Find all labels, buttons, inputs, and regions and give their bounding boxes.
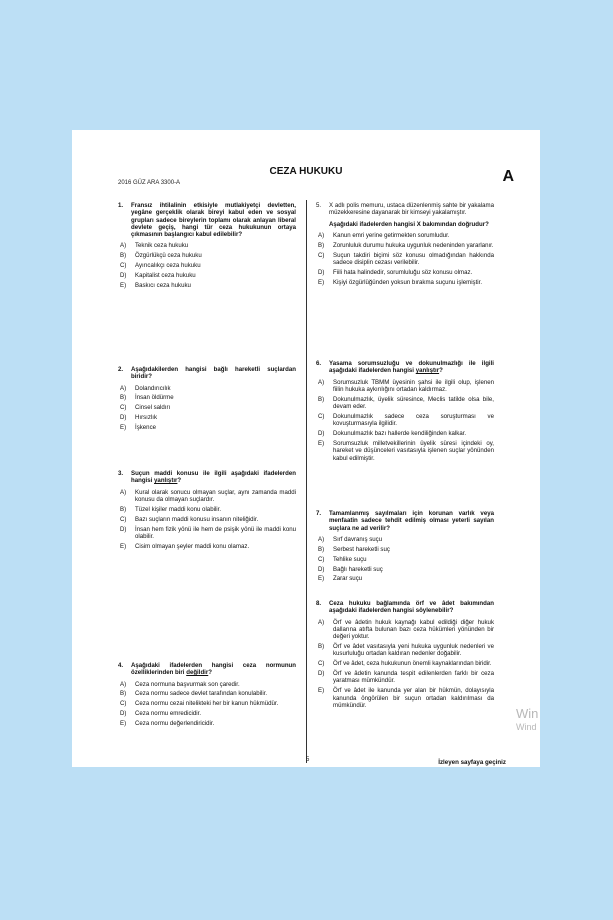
column-divider [306,200,310,763]
answer-option[interactable]: A) Dolandırıcılık [120,384,171,392]
continue-notice: İzleyen sayfaya geçiniz [438,759,506,766]
answer-option[interactable]: E) Ceza normu değerlendiricidir. [120,720,215,728]
answer-option[interactable]: E) Baskıcı ceza hukuku [120,282,191,290]
answer-option[interactable]: D) Hırsızlık [120,414,158,422]
question-number: 4. [118,662,124,669]
question-number: 2. [118,366,124,373]
answer-option[interactable]: E) Zarar suçu [318,575,363,583]
question-stem: Fransız ihtilalinin etkisiyle mutlakiyetçi devletten, yegâne gerçeklik olarak bireyi kabul eden ve sosyal grupları sadece bireylerin toplamı olarak anlayan liberal devlete geçiş, hangi tür ceza hukukunun ortaya çıkmasının başlangıcı kabul edilebilir? [131,202,296,239]
answer-option[interactable]: E) Sorumsuzluk milletvekillerinin üyelik süresi içindeki oy, hareket ve düşünceleri vasıtasıyla işlenen suçlar yönünden kabul edilmiştir. [318,440,494,462]
question-3 [118,470,296,553]
answer-option[interactable]: D) Fiili hata halindedir, sorumluluğu söz konusu olmaz. [318,268,473,276]
question-prompt: Aşağıdaki ifadelerden hangisi X bakımından doğrudur? [329,220,489,228]
stem-keyword: değildir [186,669,209,677]
stem-keyword: yanlıştır [154,477,178,485]
answer-option[interactable]: D) Örf ve âdetin kanunda tespit edilenlerden farklı bir ceza yaratması mümkündür. [318,670,494,685]
answer-option[interactable]: A) Sorumsuzluk TBMM üyesinin şahsi ile ilgili olup, işlenen fiilin hukuka aykırılığını ortadan kaldırmaz. [318,378,494,393]
answer-option[interactable]: B) Zorunluluk durumu hukuka uygunluk nedeninden yararlanır. [318,241,494,249]
answer-option[interactable]: A) Sırf davranış suçu [318,535,383,543]
answer-option[interactable]: A) Kural olarak sonucu olmayan suçlar, aynı zamanda maddi konusu da olmayan suçlardır. [120,488,296,503]
page-title: CEZA HUKUKU [269,166,343,177]
question-stem: Ceza hukuku bağlamında örf ve âdet bakımından aşağıdaki ifadelerden hangisi söylenebilir? [329,600,494,615]
question-4 [118,662,296,730]
question-stem: Tamamlanmış sayılmaları için korunan varlık veya menfaatin sadece tehdit edilmiş olması yeterli sayılan suçlara ne ad verilir? [329,510,494,532]
answer-option[interactable]: C) Tehlike suçu [318,555,367,563]
answer-option[interactable]: B) Tüzel kişiler maddi konu olabilir. [120,505,222,513]
answer-option[interactable]: B) İnsan öldürme [120,394,174,402]
answer-option[interactable]: A) Kanun emri yerine getirmekten sorumludur. [318,231,450,239]
answer-option[interactable]: E) Kişiyi özgürlüğünden yoksun bırakma suçunu işlemiştir. [318,278,483,286]
question-number: 6. [316,360,322,367]
question-7 [316,510,494,585]
activation-watermark: Win Wind [516,706,539,732]
answer-option[interactable]: C) Suçun takdiri biçimi söz konusu olmadığından hakkında sadece disiplin cezası verilebilir. [318,251,494,266]
answer-option[interactable]: A) Ceza normuna başvurmak son çaredir. [120,680,240,688]
question-stem: Aşağıdakilerden hangisi bağlı hareketli suçlardan biridir? [131,366,296,381]
question-stem: X adlı polis memuru, ustaca düzenlenmiş sahte bir yakalama müzekkeresine dayanarak bir kimseyi yakalamıştır. [329,202,494,217]
question-number: 5. [316,202,322,209]
question-number: 7. [316,510,322,517]
question-number: 3. [118,470,124,477]
answer-option[interactable]: C) Dokunulmazlık sadece ceza soruşturması ve kovuşturmasıyla ilgilidir. [318,412,494,428]
answer-option[interactable]: C) Cinsel saldırı [120,404,171,412]
exam-page [72,130,540,767]
answer-option[interactable]: C) Örf ve âdet, ceza hukukunun önemli kaynaklarından biridir. [318,660,492,668]
stem-keyword: yanlıştır [415,367,440,375]
answer-option[interactable]: D) Ceza normu emredicidir. [120,710,202,718]
answer-option[interactable]: D) Bağlı hareketli suç [318,565,383,573]
answer-option[interactable]: D) İnsan hem fizik yönü ile hem de psişik yönü ile maddi konu olabilir. [120,525,296,540]
booklet-letter: A [502,168,514,185]
answer-option[interactable]: D) Dokunulmazlık bazı hallerde kendiliğinden kalkar. [318,430,467,438]
question-2 [118,366,296,434]
question-number: 1. [118,202,124,209]
question-number: 8. [316,600,322,607]
question-6 [316,360,494,465]
answer-option[interactable]: C) Bazı suçların maddi konusu insanın niteliğidir. [120,515,259,523]
answer-option[interactable]: E) Cisim olmayan şeyler maddi konu olamaz. [120,542,250,550]
answer-option[interactable]: A) Örf ve âdetin hukuk kaynağı kabul edildiği diğer hukuk dallarına atıfta bulunan bazı ceza hükümleri yönünden bir değeri yoktur. [318,618,494,641]
answer-option[interactable]: B) Örf ve âdet vasıtasıyla yeni hukuka uygunluk nedenleri ve kusurluluğu ortadan kaldıran nedenler doğabilir. [318,643,494,658]
answer-option[interactable]: E) İşkence [120,424,157,432]
question-8 [316,600,494,712]
answer-option[interactable]: B) Özgürlükçü ceza hukuku [120,252,202,260]
question-1 [118,202,296,292]
answer-option[interactable]: B) Dokunulmazlık, üyelik süresince, Meclis tatilde olsa bile, devam eder. [318,395,494,411]
question-stem: Aşağıdaki ifadelerden hangisi ceza normunun özelliklerinden biri değildir? [131,662,296,677]
answer-option[interactable]: D) Kapitalist ceza hukuku [120,272,196,280]
answer-option[interactable]: C) Ceza normu cezai nitelikteki her bir kanun hükmüdür. [120,700,279,708]
answer-option[interactable]: B) Ceza normu sadece devlet tarafından konulabilir. [120,690,268,698]
answer-option[interactable]: B) Serbest hareketli suç [318,545,390,553]
question-5 [316,202,494,289]
answer-option[interactable]: A) Teknik ceza hukuku [120,242,189,250]
answer-option[interactable]: E) Örf ve âdet ile kanunda yer alan bir hükmün, dolayısıyla kanunda öngörülen bir suçun ortadan kaldırılması da mümkündür. [318,687,494,709]
question-stem: Suçun maddi konusu ile ilgili aşağıdaki ifadelerden hangisi yanlıştır? [131,470,296,485]
question-stem: Yasama sorumsuzluğu ve dokunulmazlığı ile ilgili aşağıdaki ifadelerden hangisi yanlıştır? [329,360,494,375]
exam-code: 2016 GÜZ ARA 3300-A [118,180,181,186]
page-number: 5 [306,757,310,763]
answer-option[interactable]: C) Ayırıcalıkçı ceza hukuku [120,262,201,270]
